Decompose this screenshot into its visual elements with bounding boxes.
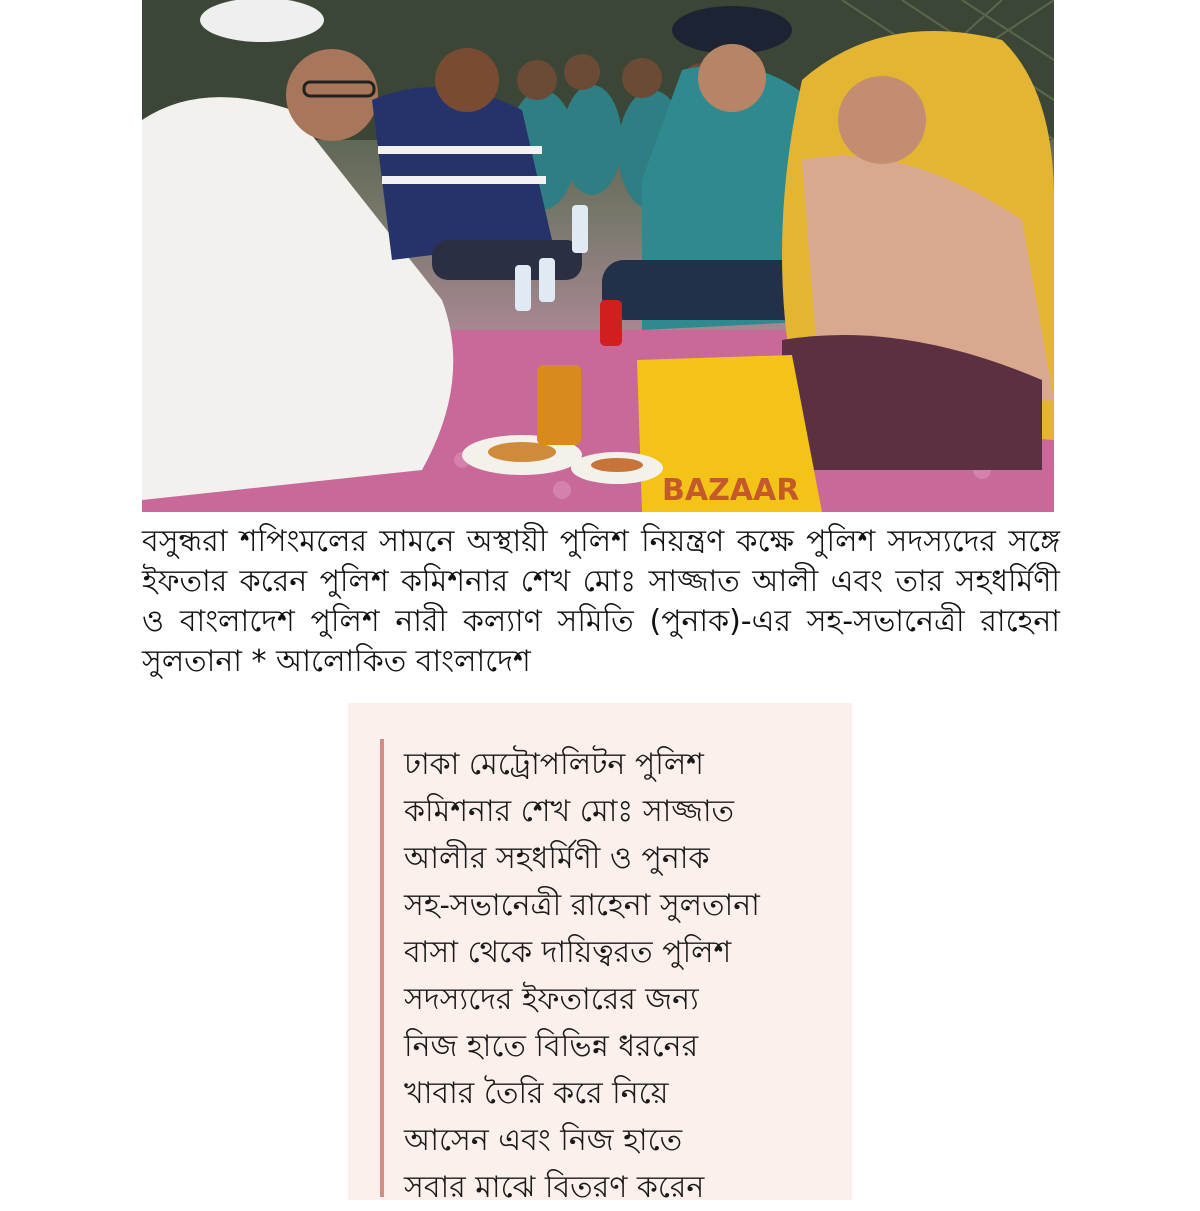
pull-quote-text: [404, 741, 844, 1211]
pull-quote-box: [348, 703, 852, 1205]
pull-quote-line: আলীর সহধর্মিণী ও পুনাক: [404, 841, 710, 876]
pull-quote-line: কমিশনার শেখ মোঃ সাজ্জাত: [404, 794, 735, 829]
pull-quote-line: সহ-সভানেত্রী রাহেনা সুলতানা: [404, 888, 760, 923]
pull-quote-line: সবার মাঝে বিতরণ করেন: [404, 1170, 705, 1205]
pull-quote-line: নিজ হাতে বিভিন্ন ধরনের: [404, 1029, 699, 1064]
iftar-scene-illustration: [142, 0, 1054, 512]
pull-quote-line: বাসা থেকে দায়িত্বরত পুলিশ: [404, 935, 732, 970]
pull-quote-line: আসেন এবং নিজ হাতে: [404, 1123, 683, 1158]
pull-quote-accent-bar: [380, 739, 384, 1197]
pull-quote-line: ঢাকা মেট্রোপলিটন পুলিশ: [404, 747, 704, 782]
pull-quote-line: সদস্যদের ইফতারের জন্য: [404, 982, 699, 1017]
photo-caption: বসুন্ধরা শপিংমলের সামনে অস্থায়ী পুলিশ নিয়ন্ত্রণ কক্ষে পুলিশ সদস্যদের সঙ্গে ইফতার করেন পুলিশ কমিশনার শেখ মোঃ সাজ্জাত আলী এবং তার সহধর্মিণী ও বাংলাদেশ পুলিশ নারী কল্যাণ সমিতি (পুনাক)-এর সহ-সভানেত্রী রাহেনা সুলতানা * আলোকিত বাংলাদেশ: [142, 524, 1060, 679]
pull-quote-line: খাবার তৈরি করে নিয়ে: [404, 1076, 669, 1111]
bag-logo-text: BAZAAR: [662, 473, 800, 508]
news-photo: [142, 0, 1054, 512]
